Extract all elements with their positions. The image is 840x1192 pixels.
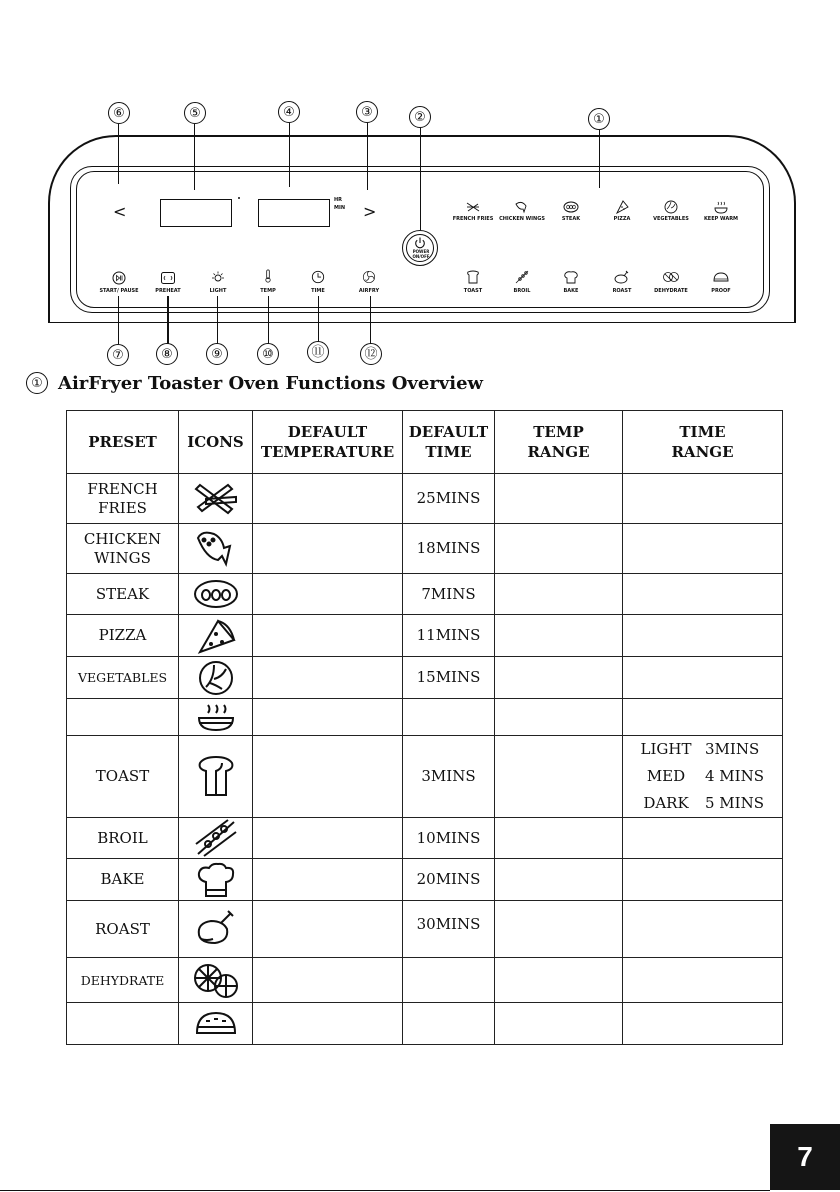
preset-cell: PIZZA	[67, 615, 179, 657]
leader-line	[318, 296, 319, 342]
table-row	[67, 859, 783, 901]
default-temperature-cell	[253, 736, 403, 818]
roast-label: ROAST	[612, 288, 632, 294]
callout-8: ⑧	[156, 343, 178, 365]
temp-range-cell	[495, 818, 623, 859]
pizza-label: PIZZA	[613, 216, 631, 222]
preset-cell: TOAST	[67, 736, 179, 818]
default-temperature-cell	[253, 615, 403, 657]
power-button[interactable]	[402, 230, 438, 266]
keep-warm-icon[interactable]	[713, 200, 729, 214]
icon-cell	[179, 574, 253, 615]
icon-cell	[179, 474, 253, 524]
table-row	[67, 736, 783, 818]
preset-cell: VEGETABLES	[67, 657, 179, 699]
section-title	[26, 372, 483, 394]
left-arrow-icon[interactable]: <	[113, 202, 127, 221]
preset-cell: ROAST	[67, 901, 179, 958]
hr-indicator: HR	[334, 197, 343, 203]
bottom-rule	[0, 1190, 770, 1191]
panel-base-line	[48, 322, 796, 323]
default-time-cell: 10MINS	[403, 818, 495, 859]
leader-line	[370, 296, 371, 344]
pizza-icon	[194, 618, 238, 654]
default-time-cell: 18MINS	[403, 524, 495, 574]
time-range-cell	[623, 615, 783, 657]
default-time-cell: 20MINS	[403, 859, 495, 901]
callout-10: ⑩	[257, 343, 279, 365]
time-range-cell	[623, 901, 783, 958]
roast-icon	[193, 909, 239, 949]
time-range-cell	[623, 859, 783, 901]
display-left	[160, 199, 232, 227]
callout-4: ④	[278, 101, 300, 123]
table-row	[67, 958, 783, 1003]
default-time-cell: 25MINS	[403, 474, 495, 524]
icon-cell	[179, 736, 253, 818]
temp-range-cell	[495, 615, 623, 657]
header-default-time: DEFAULT TIME	[403, 411, 495, 474]
default-temperature-cell	[253, 474, 403, 524]
time-label: TIME	[311, 288, 325, 294]
french-fries-label: FRENCH FRIES	[452, 216, 494, 222]
temp-range-cell	[495, 474, 623, 524]
temp-label: TEMP	[260, 288, 276, 294]
icon-cell	[179, 958, 253, 1003]
broil-icon	[194, 818, 238, 858]
time-range-light: LIGHT 3MINS	[640, 740, 760, 758]
roast-icon[interactable]	[614, 270, 630, 284]
section-number: ①	[26, 372, 48, 394]
preheat-label: PREHEAT	[155, 288, 181, 294]
broil-icon[interactable]	[514, 270, 530, 284]
time-range-cell	[623, 699, 783, 736]
clock-icon[interactable]	[310, 270, 326, 284]
time-range-cell	[623, 818, 783, 859]
preset-cell: STEAK	[67, 574, 179, 615]
temp-range-cell	[495, 524, 623, 574]
bake-icon[interactable]	[563, 270, 579, 284]
proof-icon	[194, 1009, 238, 1039]
default-temperature-cell	[253, 818, 403, 859]
broil-label: BROIL	[513, 288, 531, 294]
table-row	[67, 818, 783, 859]
callout-11: ⑪	[307, 341, 329, 363]
header-time-range: TIME RANGE	[623, 411, 783, 474]
temp-range-cell	[495, 657, 623, 699]
temp-range-cell	[495, 574, 623, 615]
steak-icon	[192, 578, 240, 610]
default-temperature-cell	[253, 524, 403, 574]
time-range-cell	[623, 736, 783, 818]
light-icon[interactable]	[210, 271, 226, 285]
temp-range-cell	[495, 736, 623, 818]
icon-cell	[179, 818, 253, 859]
vegetable-icon[interactable]	[663, 200, 679, 214]
table-row	[67, 657, 783, 699]
dehydrate-icon	[192, 960, 240, 1000]
table-row	[67, 699, 783, 736]
table-row	[67, 1003, 783, 1045]
icon-cell	[179, 524, 253, 574]
time-range-med: MED 4 MINS	[646, 767, 764, 785]
callout-3: ③	[356, 101, 378, 123]
table-row	[67, 901, 783, 958]
display-colon	[238, 197, 240, 199]
callout-5: ⑤	[184, 102, 206, 124]
header-icons: ICONS	[179, 411, 253, 474]
proof-label: PROOF	[711, 288, 731, 294]
right-arrow-icon[interactable]: >	[363, 202, 377, 221]
default-temperature-cell	[253, 574, 403, 615]
time-range-cell	[623, 524, 783, 574]
callout-6: ⑥	[108, 102, 130, 124]
steak-label: STEAK	[561, 216, 581, 222]
table-row	[67, 524, 783, 574]
icon-cell	[179, 657, 253, 699]
callout-1: ①	[588, 108, 610, 130]
keep-warm-icon	[195, 702, 237, 732]
table-row	[67, 574, 783, 615]
dehydrate-label: DEHYDRATE	[654, 288, 688, 294]
vegetable-icon	[196, 659, 236, 697]
fries-icon	[192, 479, 240, 519]
default-time-cell: 11MINS	[403, 615, 495, 657]
min-indicator: MIN	[334, 205, 346, 211]
preset-cell: CHICKEN WINGS	[67, 524, 179, 574]
time-range-cell	[623, 657, 783, 699]
default-temperature-cell	[253, 1003, 403, 1045]
airfry-label: AIRFRY	[358, 288, 380, 294]
time-range-dark: DARK 5 MINS	[643, 794, 764, 812]
default-time-cell: 15MINS	[403, 657, 495, 699]
callout-2: ②	[409, 106, 431, 128]
icon-cell	[179, 615, 253, 657]
default-time-cell: 7MINS	[403, 574, 495, 615]
preset-cell: BROIL	[67, 818, 179, 859]
toast-icon[interactable]	[465, 270, 481, 284]
vegetables-label: VEGETABLES	[653, 216, 689, 222]
toast-icon	[194, 755, 238, 799]
time-range-cell	[623, 474, 783, 524]
temp-range-cell	[495, 859, 623, 901]
preheat-icon[interactable]	[160, 271, 176, 285]
power-label: POWER ON/OFF	[412, 249, 430, 259]
leader-line	[167, 296, 169, 344]
callout-12: ⑫	[360, 343, 382, 365]
default-temperature-cell	[253, 901, 403, 958]
fries-icon[interactable]	[465, 200, 481, 214]
icon-cell	[179, 901, 253, 958]
wing-icon[interactable]	[514, 200, 530, 214]
default-temperature-cell	[253, 699, 403, 736]
preset-cell: DEHYDRATE	[67, 958, 179, 1003]
keep-warm-label: KEEP WARM	[703, 216, 739, 222]
default-time-cell	[403, 699, 495, 736]
temp-range-cell	[495, 699, 623, 736]
leader-line	[217, 296, 218, 344]
icon-cell	[179, 1003, 253, 1045]
time-range-cell	[623, 1003, 783, 1045]
play-pause-icon[interactable]	[111, 271, 127, 285]
default-time-cell: 30MINS	[403, 901, 495, 958]
default-temperature-cell	[253, 958, 403, 1003]
light-label: LIGHT	[209, 288, 227, 294]
wing-icon	[192, 528, 240, 570]
chicken-wings-label: CHICKEN WINGS	[499, 216, 545, 222]
start-pause-label: START/ PAUSE	[99, 288, 139, 294]
icon-cell	[179, 859, 253, 901]
table-row	[67, 615, 783, 657]
temp-range-cell	[495, 958, 623, 1003]
power-icon	[413, 237, 427, 249]
preset-cell	[67, 1003, 179, 1045]
display-right	[258, 199, 330, 227]
steak-icon[interactable]	[563, 200, 579, 214]
dehydrate-icon[interactable]	[663, 270, 679, 284]
page-number: 7	[770, 1124, 840, 1190]
callout-9: ⑨	[206, 343, 228, 365]
proof-icon[interactable]	[713, 270, 729, 284]
header-default-temperature: DEFAULT TEMPERATURE	[253, 411, 403, 474]
temp-range-cell	[495, 901, 623, 958]
bake-label: BAKE	[563, 288, 579, 294]
preset-cell	[67, 699, 179, 736]
preset-cell: BAKE	[67, 859, 179, 901]
default-temperature-cell	[253, 859, 403, 901]
header-temp-range: TEMP RANGE	[495, 411, 623, 474]
default-time-cell	[403, 1003, 495, 1045]
default-temperature-cell	[253, 657, 403, 699]
table-row	[67, 474, 783, 524]
preset-cell: FRENCH FRIES	[67, 474, 179, 524]
thermometer-icon[interactable]	[260, 269, 276, 283]
section-title-text: AirFryer Toaster Oven Functions Overview	[58, 373, 484, 394]
callout-7: ⑦	[107, 344, 129, 366]
leader-line	[118, 296, 119, 344]
toast-label: TOAST	[463, 288, 483, 294]
temp-range-cell	[495, 1003, 623, 1045]
time-range-cell	[623, 574, 783, 615]
table-header-row	[67, 411, 783, 474]
pizza-icon[interactable]	[614, 200, 630, 214]
power-button-face	[406, 234, 434, 262]
fan-icon[interactable]	[361, 270, 377, 284]
default-time-cell	[403, 958, 495, 1003]
time-range-cell	[623, 958, 783, 1003]
bake-icon	[196, 862, 236, 898]
icon-cell	[179, 699, 253, 736]
functions-table	[66, 410, 783, 1045]
header-preset: PRESET	[67, 411, 179, 474]
leader-line	[268, 296, 269, 344]
default-time-cell: 3MINS	[403, 736, 495, 818]
